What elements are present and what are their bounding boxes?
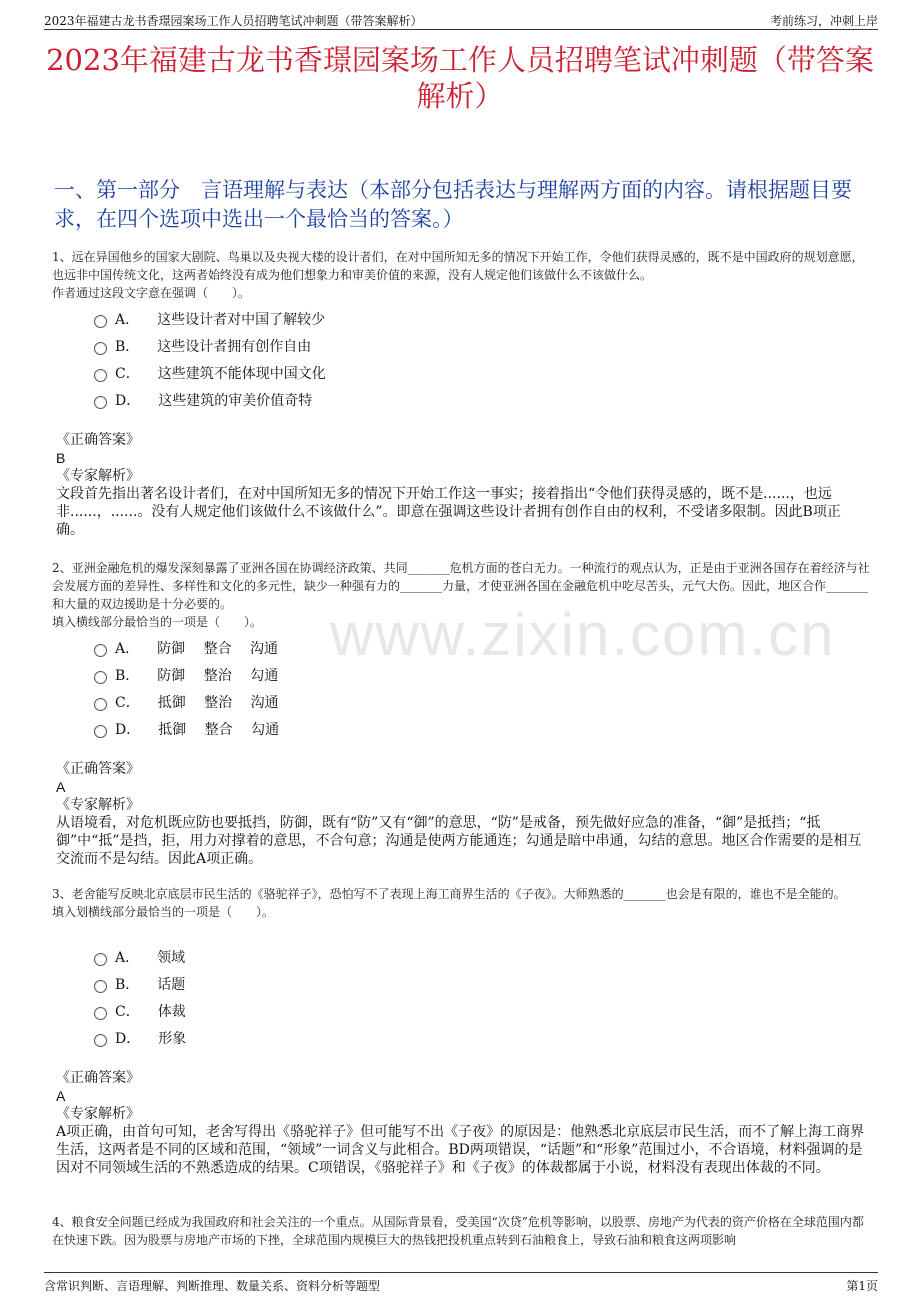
question-3-prompt: 填入划横线部分最恰当的一项是（ ）。 (52, 905, 275, 919)
radio-icon[interactable] (94, 1034, 107, 1047)
question-1-answer (56, 431, 866, 539)
radio-icon[interactable] (94, 698, 107, 711)
question-1-option-c[interactable]: C． 这些建筑不能体现中国文化 (94, 360, 326, 387)
question-3 (52, 885, 870, 921)
page-number: 第1页 (846, 1279, 878, 1293)
question-2-options (94, 635, 279, 743)
page-title: 2023年福建古龙书香璟园案场工作人员招聘笔试冲刺题（带答案解析） (46, 43, 874, 113)
answer-value: A (56, 779, 66, 795)
question-2-option-c[interactable]: C． 抵御 整治 沟通 (94, 689, 279, 716)
question-2-answer (56, 760, 866, 868)
question-2-option-a[interactable]: A． 防御 整合 沟通 (94, 635, 279, 662)
answer-label: 《正确答案》 (56, 761, 140, 777)
section-heading: 一、第一部分 言语理解与表达（本部分包括表达与理解两方面的内容。请根据题目要求，在四个选项中选出一个最恰当的答案。） (54, 178, 852, 231)
question-1-option-d[interactable]: D． 这些建筑的审美价值奇特 (94, 387, 326, 414)
analysis-text: A项正确，由首句可知，老舍写得出《骆驼祥子》但可能写不出《子夜》的原因是：他熟悉北京底层市民生活，而不了解上海工商界生活，这两者是不同的区域和范围，“领域”一词含义与此相合。BD两项错误，“话题”和“形象”范围过小，不合语境，材料强调的是因对不同领域生活的不熟悉造成的结果。C项错误，《骆驼祥子》和《子夜》的体裁都属于小说，材料没有表现出体裁的不同。 (56, 1124, 865, 1176)
question-2-text: 2、亚洲金融危机的爆发深刻暴露了亚洲各国在协调经济政策、共同_______危机方面的苍白无力。一种流行的观点认为，正是由于亚洲各国存在着经济与社会发展方面的差异性、多样性和文化的多元性，缺少一种强有力的_______力量，才使亚洲各国在金融危机中吃尽苦头，元气大伤。因此，地区合作_______和大量的双边援助是十分必要的。 (52, 561, 870, 611)
question-3-answer (56, 1069, 866, 1177)
radio-icon[interactable] (94, 342, 107, 355)
page-header (0, 0, 920, 28)
question-3-option-a[interactable]: A． 领域 (94, 944, 186, 971)
watermark: www.zixin.com.cn (330, 601, 836, 668)
analysis-label: 《专家解析》 (56, 468, 140, 484)
header-divider (44, 29, 878, 30)
answer-label: 《正确答案》 (56, 1070, 140, 1086)
question-1-options (94, 306, 326, 414)
answer-label: 《正确答案》 (56, 432, 140, 448)
question-2-option-b[interactable]: B． 防御 整治 勾通 (94, 662, 279, 689)
question-3-text: 3、老舍能写反映北京底层市民生活的《骆驼祥子》，恐怕写不了表现上海工商界生活的《子夜》。大师熟悉的_______也会是有限的，谁也不是全能的。 (52, 887, 846, 901)
question-4-text: 4、粮食安全问题已经成为我国政府和社会关注的一个重点。从国际背景看，受美国“次贷”危机等影响，以股票、房地产为代表的资产价格在全球范围内都在快速下跌。因为股票与房地产市场的下挫，全球范围内规模巨大的热钱把投机重点转到石油粮食上，导致石油和粮食这两项影响 (52, 1215, 864, 1247)
radio-icon[interactable] (94, 1007, 107, 1020)
radio-icon[interactable] (94, 980, 107, 993)
radio-icon[interactable] (94, 953, 107, 966)
footer-note: 含常识判断、言语理解、判断推理、数量关系、资料分析等题型 (44, 1279, 381, 1293)
question-3-options (94, 944, 186, 1052)
question-2-option-d[interactable]: D． 抵御 整合 勾通 (94, 716, 279, 743)
question-1-option-a[interactable]: A． 这些设计者对中国了解较少 (94, 306, 326, 333)
analysis-text: 从语境看，对危机既应防也要抵挡，防御，既有“防”又有“御”的意思，“防”是戒备，预先做好应急的准备，“御”是抵挡；“抵御”中“抵”是挡，拒，用力对撑着的意思，不合句意；沟通是使两方能通连；勾通是暗中串通，勾结的意思。地区合作需要的是相互交流而不是勾结。因此A项正确。 (56, 815, 862, 867)
radio-icon[interactable] (94, 369, 107, 382)
answer-value: A (56, 1088, 66, 1104)
answer-value: B (56, 450, 66, 466)
radio-icon[interactable] (94, 725, 107, 738)
question-1-prompt: 作者通过这段文字意在强调（ ）。 (52, 286, 251, 300)
header-slogan: 考前练习，冲刺上岸 (769, 14, 878, 28)
radio-icon[interactable] (94, 644, 107, 657)
header-doc-title: 2023年福建古龙书香璟园案场工作人员招聘笔试冲刺题（带答案解析） (44, 14, 423, 28)
question-3-option-d[interactable]: D． 形象 (94, 1025, 186, 1052)
radio-icon[interactable] (94, 315, 107, 328)
question-1 (52, 248, 870, 302)
question-2-prompt: 填入横线部分最恰当的一项是（ ）。 (52, 615, 263, 629)
footer-divider (44, 1272, 878, 1273)
question-1-option-b[interactable]: B． 这些设计者拥有创作自由 (94, 333, 326, 360)
analysis-text: 文段首先指出著名设计者们，在对中国所知无多的情况下开始工作这一事实；接着指出“令他们获得灵感的，既不是......，也远非......，......。没有人规定他们该做什么不该做什么”。即意在强调这些设计者拥有创作自由的权利，不受诸多限制。因此B项正确。 (56, 486, 841, 538)
question-3-option-b[interactable]: B． 话题 (94, 971, 186, 998)
question-1-text: 1、远在异国他乡的国家大剧院、鸟巢以及央视大楼的设计者们，在对中国所知无多的情况下开始工作，令他们获得灵感的，既不是中国政府的规划意愿，也远非中国传统文化，这两者始终没有成为他们想象力和审美价值的来源，没有人规定他们该做什么不该做什么。 (52, 250, 864, 282)
radio-icon[interactable] (94, 396, 107, 409)
question-4 (52, 1213, 870, 1249)
radio-icon[interactable] (94, 671, 107, 684)
analysis-label: 《专家解析》 (56, 1106, 140, 1122)
analysis-label: 《专家解析》 (56, 797, 140, 813)
question-3-option-c[interactable]: C． 体裁 (94, 998, 186, 1025)
